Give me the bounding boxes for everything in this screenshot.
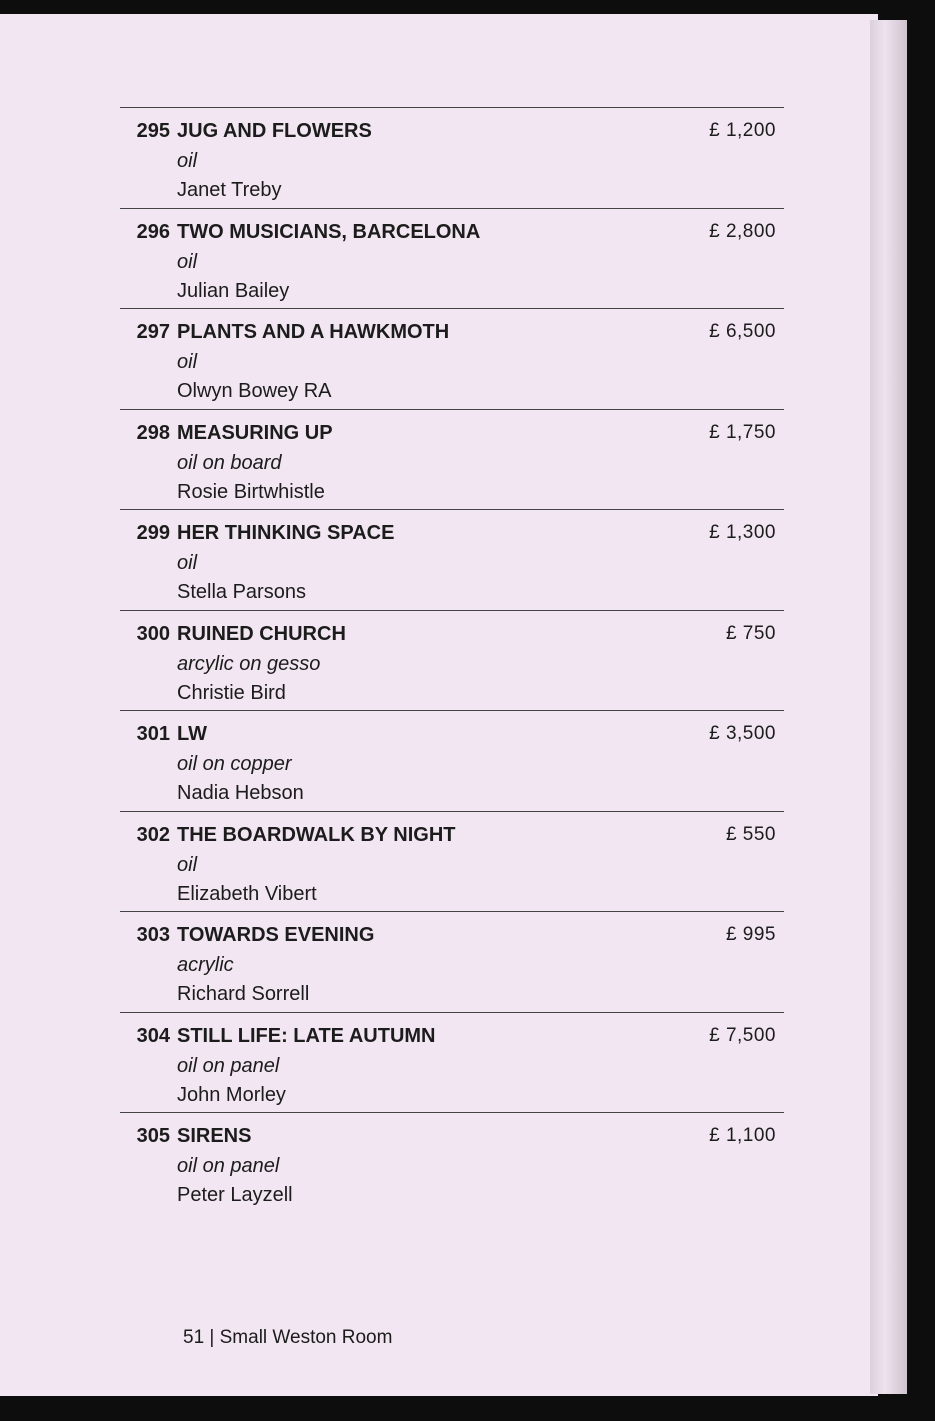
catalogue-entry xyxy=(120,1112,784,1213)
entry-price: £ 550 xyxy=(725,823,776,845)
page-edge xyxy=(870,20,907,1394)
entry-price: £ 7,500 xyxy=(709,1024,776,1046)
entry-artist: Olwyn Bowey RA xyxy=(177,380,332,402)
entry-medium: acrylic xyxy=(177,954,234,976)
entry-artist: John Morley xyxy=(177,1083,286,1106)
entry-number: 303 xyxy=(136,924,170,946)
catalogue-entry xyxy=(120,710,784,811)
entry-title: SIRENS xyxy=(177,1125,252,1147)
entry-title: RUINED CHURCH xyxy=(177,622,346,645)
entry-title: PLANTS AND A HAWKMOTH xyxy=(177,321,450,343)
entry-number: 295 xyxy=(136,120,170,142)
entry-price: £ 750 xyxy=(725,622,776,644)
entry-title: MEASURING UP xyxy=(177,421,333,444)
entry-price: £ 1,100 xyxy=(709,1125,776,1146)
catalogue-entry xyxy=(120,610,784,711)
page-footer: 51 | Small Weston Room xyxy=(183,1327,393,1348)
entry-title: LW xyxy=(177,723,207,745)
entry-medium: oil on board xyxy=(177,451,282,474)
entry-medium: oil xyxy=(177,853,198,876)
catalogue-entry xyxy=(120,811,784,912)
entry-title: HER THINKING SPACE xyxy=(177,522,395,544)
entry-number: 305 xyxy=(136,1125,170,1147)
catalogue-entry xyxy=(120,308,784,409)
entry-artist: Janet Treby xyxy=(177,179,282,201)
entry-medium: oil xyxy=(177,150,198,172)
entry-artist: Nadia Hebson xyxy=(177,782,304,804)
entry-number: 300 xyxy=(136,622,170,645)
entry-number: 297 xyxy=(136,321,170,343)
entry-price: £ 3,500 xyxy=(709,723,776,744)
catalogue-list xyxy=(120,107,784,1213)
entry-price: £ 2,800 xyxy=(709,220,776,242)
entry-artist: Rosie Birtwhistle xyxy=(177,480,325,503)
entry-number: 301 xyxy=(136,723,170,745)
entry-number: 296 xyxy=(136,220,170,243)
entry-title: STILL LIFE: LATE AUTUMN xyxy=(177,1024,436,1047)
entry-artist: Christie Bird xyxy=(177,681,286,704)
entry-medium: arcylic on gesso xyxy=(177,652,321,675)
entry-title: TWO MUSICIANS, BARCELONA xyxy=(177,220,481,243)
entry-price: £ 995 xyxy=(725,924,776,945)
entry-title: THE BOARDWALK BY NIGHT xyxy=(177,823,456,846)
entry-title: TOWARDS EVENING xyxy=(177,924,375,946)
entry-price: £ 1,750 xyxy=(709,421,776,443)
catalogue-entry xyxy=(120,107,784,208)
entry-artist: Stella Parsons xyxy=(177,581,306,603)
entry-number: 298 xyxy=(136,421,170,444)
catalogue-entry xyxy=(120,1012,784,1113)
entry-artist: Richard Sorrell xyxy=(177,983,310,1005)
entry-number: 304 xyxy=(136,1024,170,1047)
catalogue-entry xyxy=(120,409,784,510)
catalogue-entry xyxy=(120,208,784,309)
entry-medium: oil on panel xyxy=(177,1054,280,1077)
entry-medium: oil on panel xyxy=(177,1155,280,1177)
entry-price: £ 1,300 xyxy=(709,522,776,543)
catalogue-entry xyxy=(120,911,784,1012)
entry-medium: oil on copper xyxy=(177,753,292,775)
entry-price: £ 1,200 xyxy=(709,120,776,141)
entry-title: JUG AND FLOWERS xyxy=(177,120,372,142)
entry-artist: Elizabeth Vibert xyxy=(177,882,317,905)
entry-artist: Peter Layzell xyxy=(177,1184,293,1206)
entry-medium: oil xyxy=(177,552,198,574)
entry-artist: Julian Bailey xyxy=(177,279,290,302)
entry-medium: oil xyxy=(177,351,198,373)
entry-price: £ 6,500 xyxy=(709,321,776,342)
entry-medium: oil xyxy=(177,250,198,273)
entry-number: 302 xyxy=(136,823,170,846)
catalogue-entry xyxy=(120,509,784,610)
entry-number: 299 xyxy=(136,522,170,544)
